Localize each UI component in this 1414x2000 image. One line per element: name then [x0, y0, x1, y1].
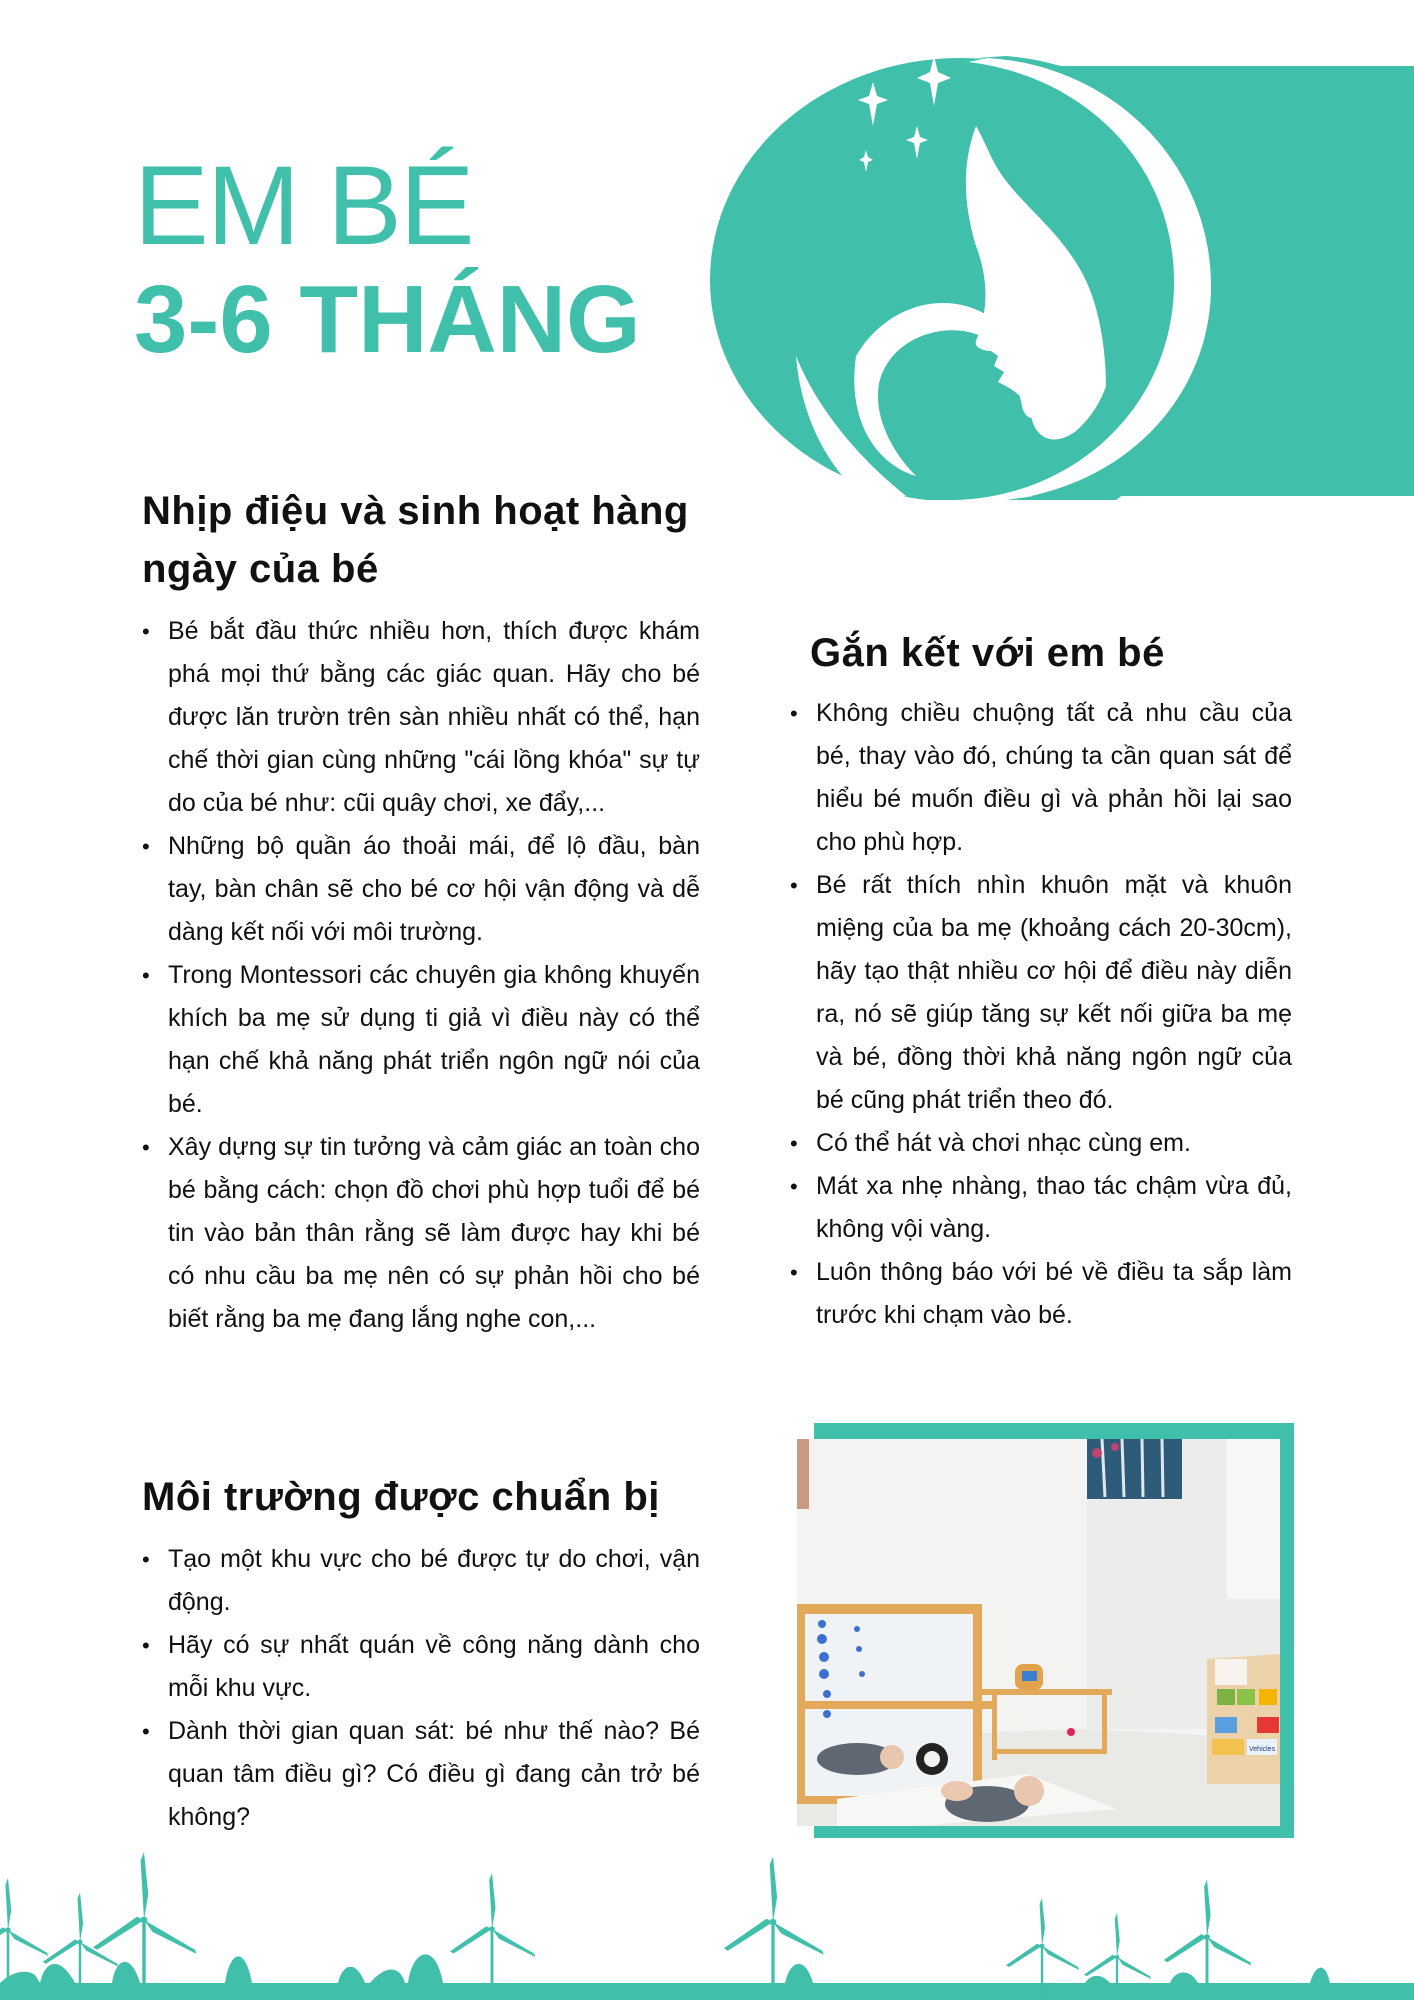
section-heading: Môi trường được chuẩn bị: [142, 1475, 660, 1519]
list-item: • Dành thời gian quan sát: bé như thế nào? Bé quan tâm điều gì? Có điều gì đang cản trở bé không?: [142, 1710, 700, 1839]
list-item: • Không chiều chuộng tất cả nhu cầu của bé, thay vào đó, chúng ta cần quan sát để hiểu bé muốn điều gì và phản hồi lại sao cho phù hợp.: [790, 692, 1292, 864]
list-item: • Bé rất thích nhìn khuôn mặt và khuôn miệng của ba mẹ (khoảng cách 20-30cm), hãy tạo thật nhiều cơ hội để điều này diễn ra, nó sẽ giúp tăng sự kết nối giữa ba mẹ và bé, đồng thời khả năng ngôn ngữ của bé cũng phát triển theo đó.: [790, 864, 1292, 1122]
section-heading: Nhịp điệu và sinh hoạt hàng ngày của bé: [142, 489, 689, 591]
section-bonding: [790, 624, 1292, 1337]
list-item: • Xây dựng sự tin tưởng và cảm giác an toàn cho bé bằng cách: chọn đồ chơi phù hợp tuổi để bé tin vào bản thân rằng sẽ làm được hay khi bé có nhu cầu ba mẹ nên có sự phản hồi cho bé biết rằng ba mẹ đang lắng nghe con,...: [142, 1126, 700, 1341]
section-daily-rhythm: [142, 482, 700, 1341]
title-line-2: 3-6 THÁNG: [134, 266, 641, 373]
book-label: Vehicles: [1249, 1746, 1276, 1753]
list-item: • Những bộ quần áo thoải mái, để lộ đầu, bàn tay, bàn chân sẽ cho bé cơ hội vận động và dễ dàng kết nối với môi trường.: [142, 825, 700, 954]
list-item: • Tạo một khu vực cho bé được tự do chơi, vận động.: [142, 1538, 700, 1624]
list-item: • Bé bắt đầu thức nhiều hơn, thích được khám phá mọi thứ bằng các giác quan. Hãy cho bé được lăn trườn trên sàn nhiều nhất có thể, hạn chế thời gian cùng những "cái lồng khóa" sự tự do của bé như: cũi quây chơi, xe đẩy,...: [142, 610, 700, 825]
list-item: • Có thể hát và chơi nhạc cùng em.: [790, 1122, 1292, 1165]
bullet-list: [790, 692, 1292, 1337]
list-item: • Trong Montessori các chuyên gia không khuyến khích ba mẹ sử dụng ti giả vì điều này có thể hạn chế khả năng phát triển ngôn ngữ nói của bé.: [142, 954, 700, 1126]
page-title: [134, 143, 641, 373]
title-line-1: EM BÉ: [134, 143, 473, 268]
list-item: • Luôn thông báo với bé về điều ta sắp làm trước khi chạm vào bé.: [790, 1251, 1292, 1337]
list-item: • Hãy có sự nhất quán về công năng dành cho mỗi khu vực.: [142, 1624, 700, 1710]
list-item: • Mát xa nhẹ nhàng, thao tác chậm vừa đủ, không vội vàng.: [790, 1165, 1292, 1251]
bullet-list: [142, 1538, 700, 1839]
montessori-room-photo: [797, 1439, 1280, 1826]
wind-turbines-footer-icon: [0, 1840, 1414, 2000]
mother-and-baby-logo-icon: [706, 56, 1226, 500]
bullet-list: [142, 610, 700, 1341]
section-heading: Gắn kết với em bé: [810, 631, 1165, 675]
section-prepared-environment: [142, 1468, 700, 1839]
